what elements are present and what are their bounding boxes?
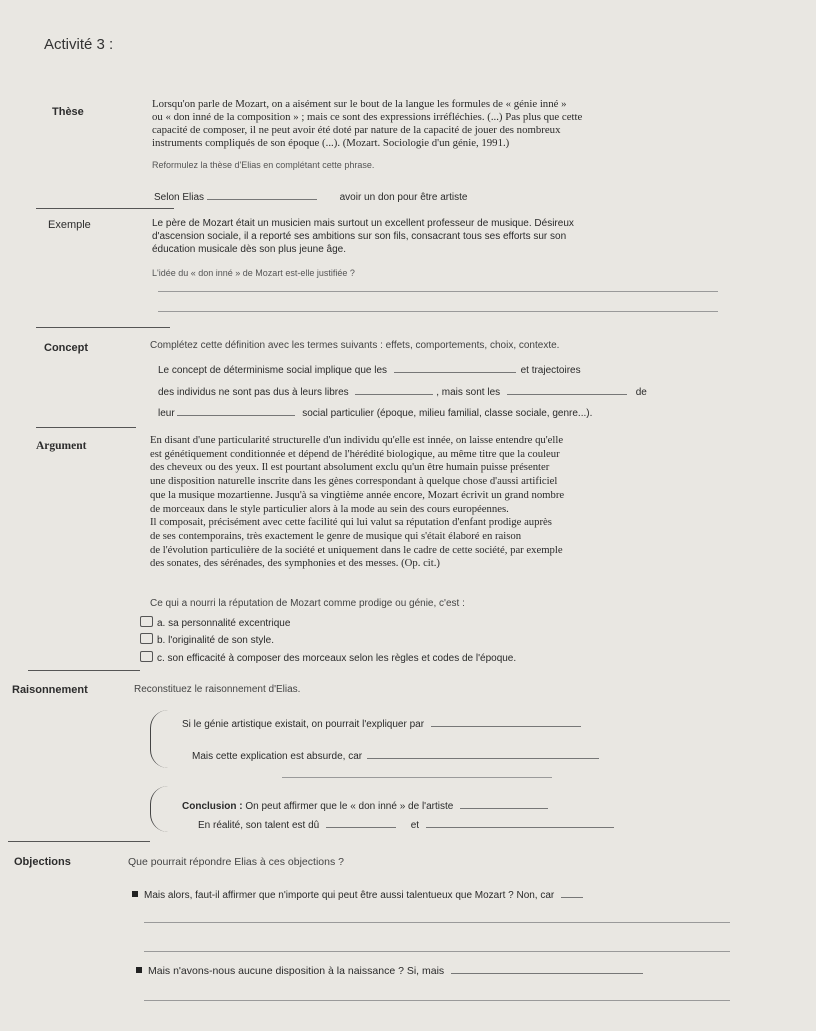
argument-line-10: des sonates, des sérénades, des symphonies et des messes. (Op. cit.) [150, 557, 440, 570]
concept-blank-1[interactable] [394, 362, 516, 373]
argument-line-6: de morceaux dans le style particulier alors à la mode au sein des cours européennes. [150, 502, 509, 515]
concept-blank-4[interactable] [177, 405, 295, 416]
argument-line-3: des cheveux ou des yeux. Il est pourtant absolument exclu qu'un être humain puisse présenter [150, 461, 550, 474]
objection-1: Mais alors, faut-il affirmer que n'importe qui peut être aussi talentueux que Mozart ? Non, car [144, 890, 555, 901]
exemple-question: L'idée du « don inné » de Mozart est-elle justifiée ? [152, 268, 355, 278]
objections-instruction: Que pourrait répondre Elias à ces objections ? [128, 856, 344, 868]
option-b-label: b. l'originalité de son style. [157, 635, 274, 646]
raisonnement-line-4a: En réalité, son talent est dû [198, 820, 320, 831]
option-a-label: a. sa personnalité excentrique [157, 618, 291, 629]
concept-line3-a: leur [158, 408, 175, 419]
concept-label: Concept [44, 342, 88, 354]
argument-line-2: est génétiquement conditionnée et dépend de l'hérédité biologique, au même titre que la couleur [150, 447, 560, 460]
concept-line2-c: de [635, 387, 647, 398]
raisonnement-line-2: Mais cette explication est absurde, car [192, 751, 363, 762]
argument-line-1: En disant d'une particularité structurelle d'un individu qu'elle est innée, on laisse entendre qu'elle [150, 434, 564, 446]
argument-label: Argument [36, 440, 87, 452]
these-fill-start: Selon Elias [154, 192, 205, 203]
exemple-line-3: éducation musicale dès son plus jeune âge. [152, 244, 347, 255]
these-quote-line-1: Lorsqu'on parle de Mozart, on a aisément sur le bout de la langue les formules de « génie inné » [152, 98, 567, 110]
exemple-answer-line-1[interactable] [158, 291, 718, 292]
these-quote-line-3: capacité de composer, il ne peut avoir été doté par nature de la capacité de jouer des nombreux [152, 124, 561, 136]
bullet-2 [136, 967, 142, 973]
objection-1-line-1[interactable] [144, 922, 730, 923]
these-quote-line-2: ou « don inné de la composition » ; mais ce sont des expressions irréfléchies. (...) Pas plus que cette [152, 111, 583, 123]
raisonnement-label: Raisonnement [12, 684, 88, 696]
argument-line-9: de l'évolution particulière de la société et uniquement dans le cadre de cette société, par exemple [150, 543, 563, 556]
checkbox-a[interactable] [140, 616, 153, 627]
concept-blank-2[interactable] [355, 384, 433, 395]
argument-line-7: Il composait, précisément avec cette facilité qui lui valut sa réputation d'enfant prodige auprès [150, 516, 552, 529]
raisonnement-extra-line[interactable] [282, 777, 552, 778]
argument-question: Ce qui a nourri la réputation de Mozart comme prodige ou génie, c'est : [150, 598, 465, 609]
these-fill-end: avoir un don pour être artiste [339, 192, 468, 203]
concept-line2-b: , mais sont les [436, 387, 501, 398]
option-c[interactable] [140, 651, 516, 665]
option-c-label: c. son efficacité à composer des morceaux selon les règles et codes de l'époque. [157, 653, 517, 664]
concept-line1-a: Le concept de déterminisme social implique que les [158, 365, 388, 376]
objections-label: Objections [14, 856, 71, 868]
bullet-1 [132, 891, 138, 897]
objection-2-blank[interactable] [451, 963, 643, 974]
concept-line3-b: social particulier (époque, milieu familial, classe sociale, genre...). [302, 408, 593, 419]
separator-raisonnement [8, 841, 150, 842]
objection-1-blank[interactable] [561, 887, 583, 898]
raisonnement-blank-4[interactable] [426, 817, 614, 828]
argument-text [150, 434, 564, 571]
argument-line-5: que la musique mozartienne. Jusqu'à sa vingtième année encore, Mozart écrivit un grand nombre [150, 488, 565, 501]
objection-2: Mais n'avons-nous aucune disposition à la naissance ? Si, mais [148, 965, 445, 977]
conclusion-text: On peut affirmer que le « don inné » de l'artiste [245, 801, 454, 812]
concept-line2-a: des individus ne sont pas dus à leurs libres [158, 387, 349, 398]
objection-2-line-1[interactable] [144, 1000, 730, 1001]
raisonnement-blank-2[interactable] [367, 748, 599, 759]
these-quote-line-4: instruments compliqués de son époque (...). (Mozart. Sociologie d'un génie, 1991.) [152, 137, 510, 149]
these-instruction: Reformulez la thèse d'Elias en complétant cette phrase. [152, 160, 375, 170]
brace-1 [150, 710, 169, 768]
argument-line-4: une disposition naturelle inscrite dans les gènes correspondant à quelque chose d'aussi artificiel [150, 475, 558, 488]
these-blank[interactable] [207, 189, 317, 200]
separator-argument [28, 670, 140, 671]
checkbox-b[interactable] [140, 633, 153, 644]
raisonnement-line-4b: et [410, 820, 420, 831]
objection-1-line-2[interactable] [144, 951, 730, 952]
exemple-label: Exemple [48, 219, 91, 231]
argument-line-8: de ses contemporains, très exactement le genre de musique qui s'était élaboré en raison [150, 529, 522, 542]
separator-exemple [36, 327, 170, 328]
brace-2 [150, 786, 169, 832]
concept-line1-b: et trajectoires [520, 365, 581, 376]
raisonnement-blank-1[interactable] [431, 716, 581, 727]
option-b[interactable] [140, 633, 274, 647]
exemple-line-2: d'ascension sociale, il a reporté ses ambitions sur son fils, consacrant tous ses efforts sur son [152, 231, 567, 242]
separator-concept [36, 427, 136, 428]
option-a[interactable] [140, 616, 290, 630]
raisonnement-blank-3[interactable] [326, 817, 396, 828]
checkbox-c[interactable] [140, 651, 153, 662]
these-label: Thèse [52, 106, 84, 118]
concept-instruction: Complétez cette définition avec les termes suivants : effets, comportements, choix, contexte. [150, 340, 560, 351]
exemple-answer-line-2[interactable] [158, 311, 718, 312]
raisonnement-line-1: Si le génie artistique existait, on pourrait l'expliquer par [182, 719, 425, 730]
activity-title: Activité 3 : [44, 36, 114, 53]
exemple-line-1: Le père de Mozart était un musicien mais surtout un excellent professeur de musique. Désireux [152, 218, 574, 229]
conclusion-blank[interactable] [460, 798, 548, 809]
raisonnement-instruction: Reconstituez le raisonnement d'Elias. [134, 684, 301, 695]
conclusion-label: Conclusion : [182, 801, 243, 812]
separator-these [36, 208, 174, 209]
concept-blank-3[interactable] [507, 384, 627, 395]
